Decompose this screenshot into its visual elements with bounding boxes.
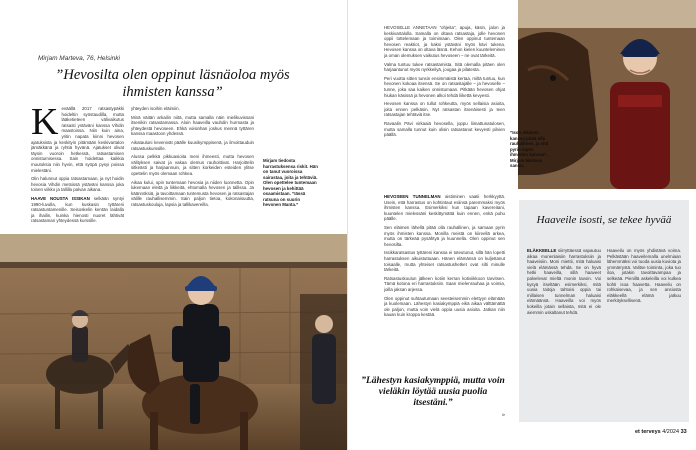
paragraph: Olen oppinut suhtautumaan seesteisemmin elettyyn elämään ja kuolemaan. Lähestyn kasiakymppiä eikä aikaa välttämättä ole paljon, mutta voin vielä oppia uusia asioita. Jatkan niin kauan kuin kroppa kestää.	[384, 295, 505, 318]
subhead: HAAVE NOUSTA ISSIKAN	[31, 195, 90, 201]
photo-caption-left: Mirjam tiedosta harrastuksensa riskit. Hän on tanut vuoroissa sairastaa, joita ja tehtäviä. Olen opettelee tuntemaan hevosen ja kehittää osaamistaan. ”Iässä ratsuna on suurin hevonen Manta.”	[263, 158, 318, 207]
sidebar-column-2	[607, 248, 681, 416]
paragraph	[527, 248, 601, 315]
paragraph	[31, 196, 124, 224]
paragraph-text: siirryttäessä vapautuu aikaa monenlaisiin harrastuksiin ja haaveisiin. Moni miettii, mitä haluaisi vielä elämässä tehdä. Se on hyvä hetki haaveilla, sillä haaveet palvelevat mieltä monin tavoin. Voi kysyä itseltään esimerkiksi, mitä uusia taitoja tahtoisi oppia tai millaisen tunnelman haluaisi elämäänsä. Haaveilla voi myös kokeilla jotain sellaista, mitä ei ole aiemmin uskaltanut tehdä.	[527, 248, 601, 315]
sidebar-column-1	[527, 248, 601, 416]
paragraph-text: aistiminen vaatii herkkyyttä. Usein, että harrastus on kohtintaut esiinsä paremmaksi myös ihmisten kanssa. Esimerkiksi kun tapaan kavereitani, kuuntelen mielessäni keskittymättä kuin ennen, enkä puhu päälle.	[384, 194, 505, 222]
paragraph: Ravaalin Pävi virkaaiä hevosella, joppu liimattunatulosen, mutta samalla tunnut kuin olisin ratsastanut kevyesti pilvien päällä.	[384, 120, 505, 138]
magazine-name: et terveys	[635, 429, 661, 435]
rider-photo	[0, 234, 348, 450]
paragraph: Alussa pelkkä pikkuasioita meni ihmeesti, mutta hevosen välityksen saivat ja vakaa olemus rauhoittivat. Harjoittelin sitkeästi ja harjaannuin, ja sitten korkeiden esteiden ylitse opettelin myös olemaan rohkea.	[131, 154, 254, 176]
page-number: 33	[680, 429, 687, 435]
paragraph: Sen eläimen lähellä pitää olla rauhallinen, ja samaan pyrin myös ihmisten kanssa. Monilla meistä on kiireellä arkea, mutta on tärkeää pysähtyä ja kuunnella. Olen oppinut sen hevosilta.	[384, 224, 505, 247]
article-column-2	[131, 106, 254, 230]
paragraph	[384, 194, 505, 222]
sidebar-title: Haaveile isosti, se tekee hyvää	[536, 214, 672, 226]
end-arrow-icon: »	[502, 412, 505, 418]
article-column-3b	[384, 194, 505, 372]
subhead: ELÄKKEELLE	[527, 248, 557, 253]
photo-caption-right: ”Ison eläimen kanssa pitää olla rauhallinen, ja sitä pyrin myös ihmisten kanssa”, Mirjam Marteva sanoo.	[510, 130, 549, 168]
byline: Mirjam Marteva, 76, Helsinki	[38, 55, 120, 62]
right-page	[348, 0, 696, 450]
paragraph: Haaveilu on myös yhdistävä voima. Pelkästään haaveilemalla unelmiaan lähemmäksi voi tuoda uusia kuviota ja ymmärrystä. Valitse toiminta, joka tuo iloa, jotakin tavoittavampaa ja selkeää. Pienillä askeleilla voi kulkea kohti isoa haavetta. Haaveilu on rohkaisevaa, ja sen ansiosta eläkkeellä elämä jatkuu merkityksellisenä.	[607, 248, 681, 304]
paragraph: Ratsastuskoulun jälkeen kotiin kerran kotiviikkoon tarvitsen. Tämä kotona eri harrastuksiin. Saan mielenrauhaa ja voimia, joilla jaksan arjessa.	[384, 275, 505, 292]
paragraph: HEVOSELLE ANNETAAN ”ohjeita”, apuja, käsin, jalon ja keskivartalolla. Samalla on oltava ratsastaja, jolle hevonen oppii tottelemaan ja toimimaan. Olen oppinut tuntemaan hevosen reaktiot, ja kaksi ystäväni myös kävi tukena. Hevosen kanssa on oltava läsnä. Kehon kielen kuunteleminen ja oman olemuksen vaikutus hevoseen – ne ovat tärkeitä.	[384, 25, 505, 58]
subhead: HEVOSEEN TUNNELMAN	[384, 194, 441, 199]
issue-number: 4/2024	[662, 429, 680, 435]
paragraph: Valma tuntuu tukee ratsastamista. Sitä olemalla pitäen olen harjaantunut myös nyrkkeilyä, joogaa ja pilatesta.	[384, 61, 505, 73]
pull-quote: ”Lähestyn kasiakymppiä, mutta voin vieläkin löytää uusia puolia itsestäni.”	[361, 376, 505, 408]
article-column-3	[384, 25, 505, 189]
sidebar-box	[519, 200, 689, 422]
paragraph: Issikkaratsastus tyttäreni kanssa ei toteutunut, sillä hän lopetti harrastuksen aikuistuttuaan. Hänen elämänsä on kuljettanut toisaalle, mutta yhteiset ratsastushetket ovat silti minulle tärkeitä.	[384, 250, 505, 273]
paragraph: Peri vuotta sitten tunsin ensimmäistä kertaa, miltä tuntuu, kun hevonen kokoaa itsensä. Se on ratsastajalle – ja hevoselle – tunne, joka saa kaiken onnistumaan. Pitkään hevosen ohjat hiukan käsissä ja hevonen alkoi tehdä liikettä kevyesti.	[384, 75, 505, 98]
article-headline: ”Hevosilta olen oppinut läsnäoloa myös ihmisten kanssa”	[55, 67, 290, 100]
article-column-1	[31, 106, 124, 230]
paragraph: Hevosen kanssa on tullut rohkeutta, myös sellaisia asioita, joita ennen pelkäsin. Nyt ratsastan itsenäisesti ja teen ratsastajan tehtäviä itse.	[384, 101, 505, 118]
paragraph: Olin halunnut oppia ratsastamaan, ja nyt hoidin hevosia Vihdin metsissä ystäväni kanssa joka toinen viikko ja tallilla palvan aikana.	[31, 176, 124, 193]
page-footer	[635, 429, 687, 435]
paragraph: Aikatauluni kevenivät päälle kuusikymppisenä, ja ilmoittauduin ratsastuskurssille.	[131, 139, 254, 151]
rider-photo-illustration	[0, 234, 348, 450]
paragraph-text: selkään syntyi 1990-luvulla, kun kuskasin tyttäreni ratsastuntamenille. Seisoskelin kentän laidalla ja ihailin, kuinka hienosti nuoret lähtivät ratsastaman yhteydessä kurssille.	[31, 195, 124, 224]
paragraph: yhteyden isoihin eläimiin.	[131, 106, 180, 111]
paragraph: Minä väitän arkailin niitä, mutta samalla näin mielikuvissani itsenikin ratsastamassa. Aloin haaveilla vauhdin hurmasta ja yhteydestä hevoseen. Ehkä voisinhan joskus mennä tyttären kanssa maastoon yhdessä.	[131, 114, 254, 137]
paragraph: Aikaa kului, opin tuntemaan hevosia ja niiden luonnetta. Opin lukemaan eleitä ja liikkeitä, ehtomalla hevosen ja tallissa. Ja käännöksiä, ja tavoittamaan tuntemusta hevosen ja ratsastajan välille rauhallisemmin. Sain paljon tietoa, kokonaisuutta, ratsastuskouluja, lapsia ja tallikavereilla.	[131, 179, 254, 207]
drop-cap: K	[31, 106, 59, 143]
paragraph: eväällä 2017 ratsastypäkki hoideltin syöstaudilla, mutta lääketieteen välivaikutus ratsasti ystäväni kanssa Vihdin maastoissa. Niin kuin aina, yritin napata kiinni hevosen ajatuksista ja keskityin pitämään keskivartalon jämäkkänä ja ryhtiä hyvänä. Ajatukset olivat täysin vuoroin hetkessä, ratsastamisen onnistumisessa. Sain hoidettaa kaikkia muutoksia niin hyvin, että syöpä pysyi poissa mielestäni.	[31, 106, 124, 173]
